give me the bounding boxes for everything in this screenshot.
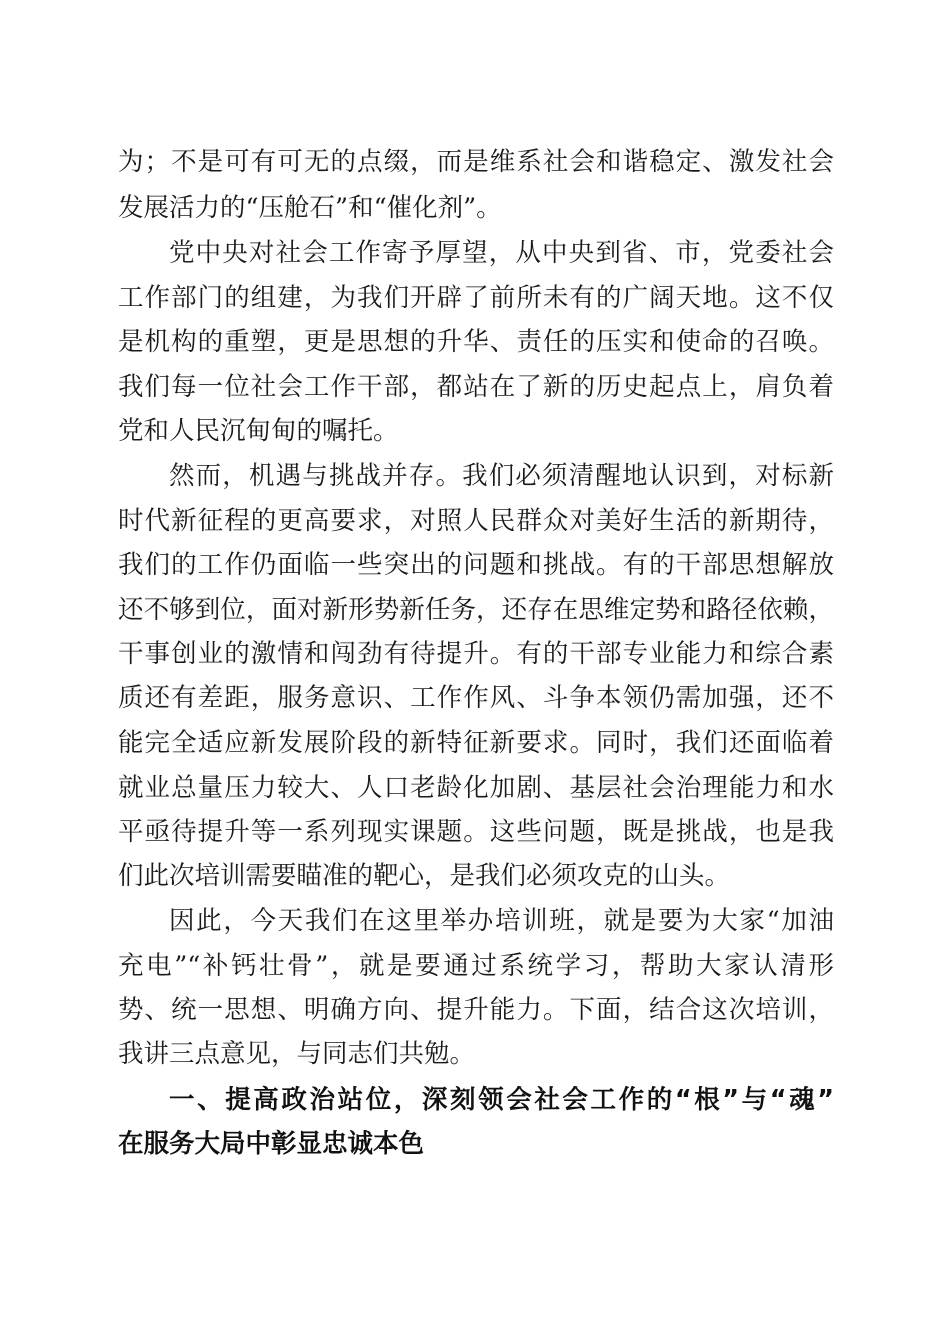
paragraph-line: 能完全适应新发展阶段的新特征新要求。同时，我们还面临着	[118, 728, 834, 758]
paragraph-line: 我们的工作仍面临一些突出的问题和挑战。有的干部思想解放	[118, 550, 834, 580]
paragraph-line: 时代新征程的更高要求，对照人民群众对美好生活的新期待，	[118, 506, 834, 536]
paragraph-line: 工作部门的组建，为我们开辟了前所未有的广阔天地。这不仅	[118, 283, 834, 313]
paragraph-line: 干事创业的激情和闯劲有待提升。有的干部专业能力和综合素	[118, 639, 834, 669]
paragraph-line: 然而，机遇与挑战并存。我们必须清醒地认识到，对标新	[169, 461, 834, 491]
paragraph-line: 充电”“补钙壮骨”，就是要通过系统学习，帮助大家认清形	[118, 951, 834, 981]
paragraph-line: 发展活力的“压舱石”和“催化剂”。	[118, 193, 502, 223]
paragraph-line: 是机构的重塑，更是思想的升华、责任的压实和使命的召唤。	[118, 327, 834, 357]
paragraph-line: 我们每一位社会工作干部，都站在了新的历史起点上，肩负着	[118, 372, 834, 402]
paragraph-line: 为；不是可有可无的点缀，而是维系社会和谐稳定、激发社会	[118, 147, 834, 177]
paragraph-line: 就业总量压力较大、人口老龄化加剧、基层社会治理能力和水	[118, 773, 834, 803]
paragraph-line: 党和人民沉甸甸的嘱托。	[118, 416, 399, 446]
paragraph-line: 还不够到位，面对新形势新任务，还存在思维定势和路径依赖，	[118, 595, 834, 625]
paragraph-line: 党中央对社会工作寄予厚望，从中央到省、市，党委社会	[169, 238, 834, 268]
paragraph-line: 我讲三点意见，与同志们共勉。	[118, 1039, 476, 1069]
section-heading: 在服务大局中彰显忠诚本色	[118, 1129, 425, 1159]
paragraph-line: 势、统一思想、明确方向、提升能力。下面，结合这次培训，	[118, 995, 834, 1025]
section-heading: 一、提高政治站位，深刻领会社会工作的“根”与“魂”	[169, 1085, 834, 1115]
paragraph-line: 质还有差距，服务意识、工作作风、斗争本领仍需加强，还不	[118, 683, 834, 713]
paragraph-line: 们此次培训需要瞄准的靶心，是我们必须攻克的山头。	[118, 861, 731, 891]
paragraph-line: 因此，今天我们在这里举办培训班，就是要为大家“加油	[169, 906, 834, 936]
paragraph-line: 平亟待提升等一系列现实课题。这些问题，既是挑战，也是我	[118, 817, 834, 847]
